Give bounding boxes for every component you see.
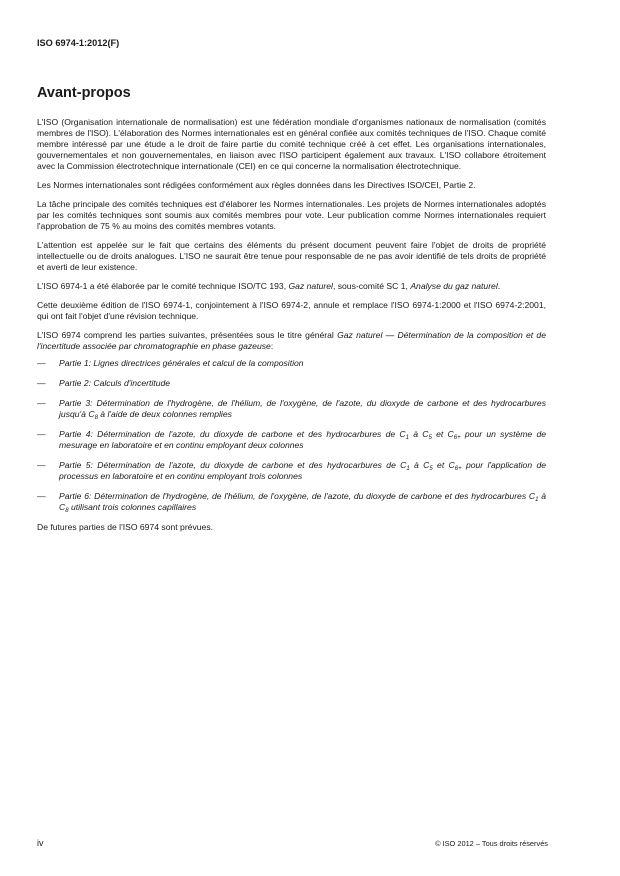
list-item bbox=[37, 429, 546, 451]
paragraph-prepared-by: L'ISO 6974-1 a été élaborée par le comité technique ISO/TC 193, Gaz naturel, sous-comité SC 1, Analyse du gaz naturel. bbox=[37, 281, 501, 291]
copyright-notice: © ISO 2012 – Tous droits réservés bbox=[435, 839, 548, 848]
dash-bullet: — bbox=[37, 460, 46, 470]
parts-list bbox=[37, 358, 546, 513]
dash-bullet: — bbox=[37, 491, 46, 501]
paragraph-edition: Cette deuxième édition de l'ISO 6974-1, conjointement à l'ISO 6974-2, annule et remplace l'ISO 6974-1:2000 et l'ISO 6974-2:2001, qui ont fait l'objet d'une révision technique. bbox=[37, 300, 546, 321]
list-item bbox=[37, 491, 546, 513]
dash-bullet: — bbox=[37, 378, 46, 388]
part-1-title: Partie 1: Lignes directrices générales et calcul de la composition bbox=[59, 358, 304, 368]
page-title: Avant-propos bbox=[37, 85, 131, 101]
part-5-title: Partie 5: Détermination de l'azote, du dioxyde de carbone et des hydrocarbures de $C_1$ à $C_5$ et $C_{6+}$ pour l'application de processus en laboratoire et en continu employant trois colonnes bbox=[59, 460, 546, 481]
paragraph-technical-committees: La tâche principale des comités techniques est d'élaborer les Normes internationales. Les projets de Normes internationales adoptés par les comités techniques sont soumis aux comités membres pour vote. Leur publication comme Normes internationales requiert l'approbation de 75 % au moins des comités membres votants. bbox=[37, 199, 546, 231]
list-item bbox=[37, 358, 546, 369]
paragraph-directives: Les Normes internationales sont rédigées conformément aux règles données dans les Directives ISO/CEI, Partie 2. bbox=[37, 180, 476, 190]
part-6-title: Partie 6: Détermination de l'hydrogène, de l'hélium, de l'oxygène, de l'azote, du dioxyde de carbone et des hydrocarbures $C_1$ à $C_8$ utilisant trois colonnes capillaires bbox=[59, 491, 546, 514]
list-item bbox=[37, 378, 546, 389]
part-3-title: Partie 3: Détermination de l'hydrogène, de l'hélium, de l'oxygène, de l'azote, du dioxyde de carbone et des hydrocarbures jusqu'à $C_8$ à l'aide de deux colonnes remplies bbox=[59, 398, 546, 421]
document-id: ISO 6974-1:2012(F) bbox=[37, 38, 120, 48]
paragraph-parts-intro: L'ISO 6974 comprend les parties suivantes, présentées sous le titre général Gaz naturel — Détermination de la composition et de l'incertitude associée par chromatographie en phase gazeuse: bbox=[37, 330, 546, 351]
list-item bbox=[37, 398, 546, 420]
paragraph-iso-intro: L'ISO (Organisation internationale de normalisation) est une fédération mondiale d'organismes nationaux de normalisation (comités membres de l'ISO). L'élaboration des Normes internationales est en général confiée aux comités techniques de l'ISO. Chaque comité membre intéressé par une étude a le droit de faire partie du comité technique créé à cet effet. Les organisations internationales, gouvernementales et non gouvernementales, en liaison avec l'ISO participent également aux travaux. L'ISO collabore étroitement avec la Commission électrotechnique internationale (CEI) en ce qui concerne la normalisation électrotechnique. bbox=[37, 117, 546, 171]
part-2-title: Partie 2: Calculs d'incertitude bbox=[59, 378, 171, 388]
page-number: iv bbox=[37, 838, 44, 848]
paragraph-patent-rights: L'attention est appelée sur le fait que certains des éléments du présent document peuvent faire l'objet de droits de propriété intellectuelle ou de droits analogues. L'ISO ne saurait être tenue pour responsable de ne pas avoir identifié de tels droits de propriété et averti de leur existence. bbox=[37, 240, 546, 272]
dash-bullet: — bbox=[37, 429, 46, 439]
foreword-body bbox=[37, 117, 546, 541]
list-item bbox=[37, 460, 546, 482]
part-4-title: Partie 4: Détermination de l'azote, du dioxyde de carbone et des hydrocarbures de $C_1$ à $C_5$ et $C_{6+}$ pour un système de mesurage en laboratoire et en continu employant deux colonnes bbox=[59, 429, 547, 450]
paragraph-future-parts: De futures parties de l'ISO 6974 sont prévues. bbox=[37, 522, 213, 532]
dash-bullet: — bbox=[37, 398, 46, 408]
dash-bullet: — bbox=[37, 358, 46, 368]
